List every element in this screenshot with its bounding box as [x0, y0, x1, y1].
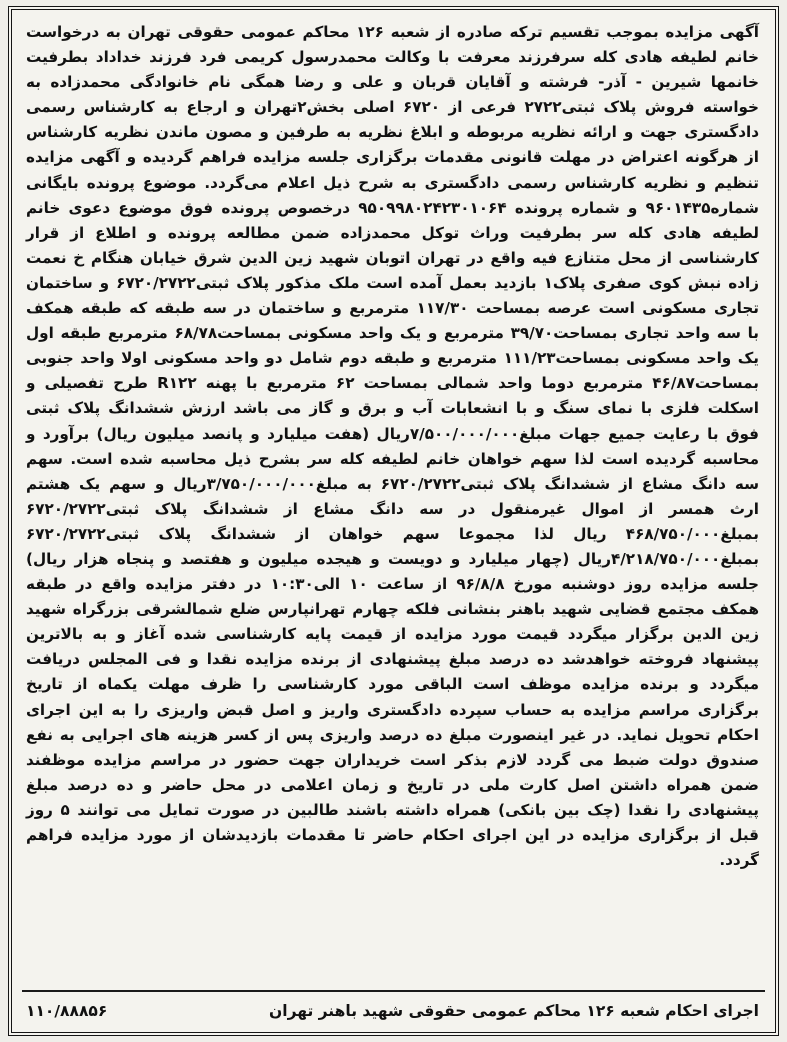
notice-frame: [8, 6, 779, 1036]
auction-notice-text: آگهی مزایده بموجب تقسیم ترکه صادره از شعبه ۱۲۶ محاکم عمومی حقوقی تهران به درخواست خانم لطیفه هادی کله سرفرزند معرفت با وکالت محمدرسول کریمی فرد فرزند خداداد بطرفیت خانمها شیرین - آذر- فرشته و آقایان قربان و علی و رضا همگی نام خانوادگی محمدزاده به خواسته فروش پلاک ثبتی۲۷۲۲ فرعی از ۶۷۲۰ اصلی بخش۲تهران و ارجاع به کارشناس رسمی دادگستری جهت و ارائه نظریه مربوطه و ابلاغ نظریه به طرفین و مصون ماندن نظریه کارشناس از هرگونه اعتراض در مهلت قانونی مقدمات برگزاری جلسه مزایده فراهم گردیده و آگهی مزایده تنظیم و نظریه کارشناس رسمی دادگستری به شرح ذیل اعلام می‌گردد. موضوع پرونده بایگانی شماره۹۶۰۱۴۳۵ و شماره پرونده ۹۵۰۹۹۸۰۲۴۲۳۰۱۰۶۴ درخصوص پرونده فوق موضوع دعوی خانم لطیفه هادی کله سر بطرفیت وراث توکل محمدزاده ضمن مطالعه پرونده و اطلاع از قرار کارشناسی از محل متنازع فیه واقع در تهران اتوبان شهید زین الدین شرق خیابان هنگام خ نعمت زاده نبش کوی صفری پلاک۱ بازدید بعمل آمده است ملک مذکور پلاک ثبتی۶۷۲۰/۲۷۲۲ و ساختمان تجاری مسکونی است عرصه بمساحت ۱۱۷/۳۰ مترمربع و ساختمان در سه طبقه که طبقه همکف با سه واحد تجاری بمساحت۳۹/۷۰ مترمربع و یک واحد مسکونی بمساحت۶۸/۷۸ مترمربع طبقه اول یک واحد مسکونی بمساحت۱۱۱/۲۳ مترمربع و طبقه دوم شامل دو واحد مسکونی اولا واحد جنوبی بمساحت۴۶/۸۷ مترمربع دوما واحد شمالی بمساحت ۶۲ مترمربع با پهنه R۱۲۲ طرح تفصیلی و اسکلت فلزی با نمای سنگ و با انشعابات آب و برق و گاز می باشد ارزش ششدانگ پلاک ثبتی فوق با رعایت جمیع جهات مبلغ۷/۵۰۰/۰۰۰/۰۰۰ریال (هفت میلیارد و پانصد میلیون ریال) برآورد و محاسبه گردیده است لذا سهم خواهان خانم لطیفه کله سر بشرح ذیل محاسبه شده است. سهم سه دانگ مشاع از ششدانگ پلاک ثبتی۶۷۲۰/۲۷۲۲ به مبلغ۳/۷۵۰/۰۰۰/۰۰۰ریال و سهم یک هشتم ارث همسر از اموال غیرمنقول در سه دانگ مشاع از ششدانگ پلاک ثبتی۶۷۲۰/۲۷۲۲ بمبلغ۴۶۸/۷۵۰/۰۰۰ ریال لذا مجموعا سهم خواهان از ششدانگ پلاک ثبتی۶۷۲۰/۲۷۲۲ بمبلغ۴/۲۱۸/۷۵۰/۰۰۰ریال (چهار میلیارد و دویست و هیجده میلیون و هفتصد و پنجاه هزار ریال) جلسه مزایده روز دوشنبه مورخ ۹۶/۸/۸ از ساعت ۱۰ الی۱۰:۳۰ در دفتر مزایده واقع در طبقه همکف مجتمع قضایی شهید باهنر بنشانی فلکه چهارم تهرانپارس ضلع شمالشرقی بزرگراه شهید زین الدین برگزار میگردد قیمت مورد مزایده از قیمت پایه کارشناسی شده آغاز و به بالاترین پیشنهاد فروخته خواهدشد ده درصد مبلغ پیشنهادی از برنده مزایده نقدا و فی المجلس دریافت میگردد و برنده مزایده موظف است الباقی مورد کارشناسی را ظرف مهلت یکماه از تاریخ برگزاری مراسم مزایده به حساب سپرده دادگستری واریز و اصل قبض واریزی را به این اجرای احکام تحویل نماید. در غیر اینصورت مبلغ ده درصد واریزی پس از کسر هزینه های اجرایی به نفع صندوق دولت ضبط می گردد لازم بذکر است خریداران جهت حضور در مراسم مزایده موظفند ضمن همراه داشتن اصل کارت ملی در تاریخ و زمان اعلامی در محل حاضر و ده درصد مبلغ پیشنهادی را نقدا (چک بین بانکی) همراه داشته باشند طالبین در صورت تمایل می توانند ۵ روز قبل از برگزاری مزایده در این اجرای احکام حاضر تا مقدمات بازدیدشان از مورد مزایده فراهم گردد.: [26, 23, 760, 870]
footer-divider: [22, 990, 765, 992]
issuer-signature: اجرای احکام شعبه ۱۲۶ محاکم عمومی حقوقی شهید باهنر تهران: [269, 1002, 759, 1020]
notice-footer: [26, 998, 759, 1024]
reference-number: ۱۱۰/۸۸۸۵۶: [26, 1002, 108, 1020]
